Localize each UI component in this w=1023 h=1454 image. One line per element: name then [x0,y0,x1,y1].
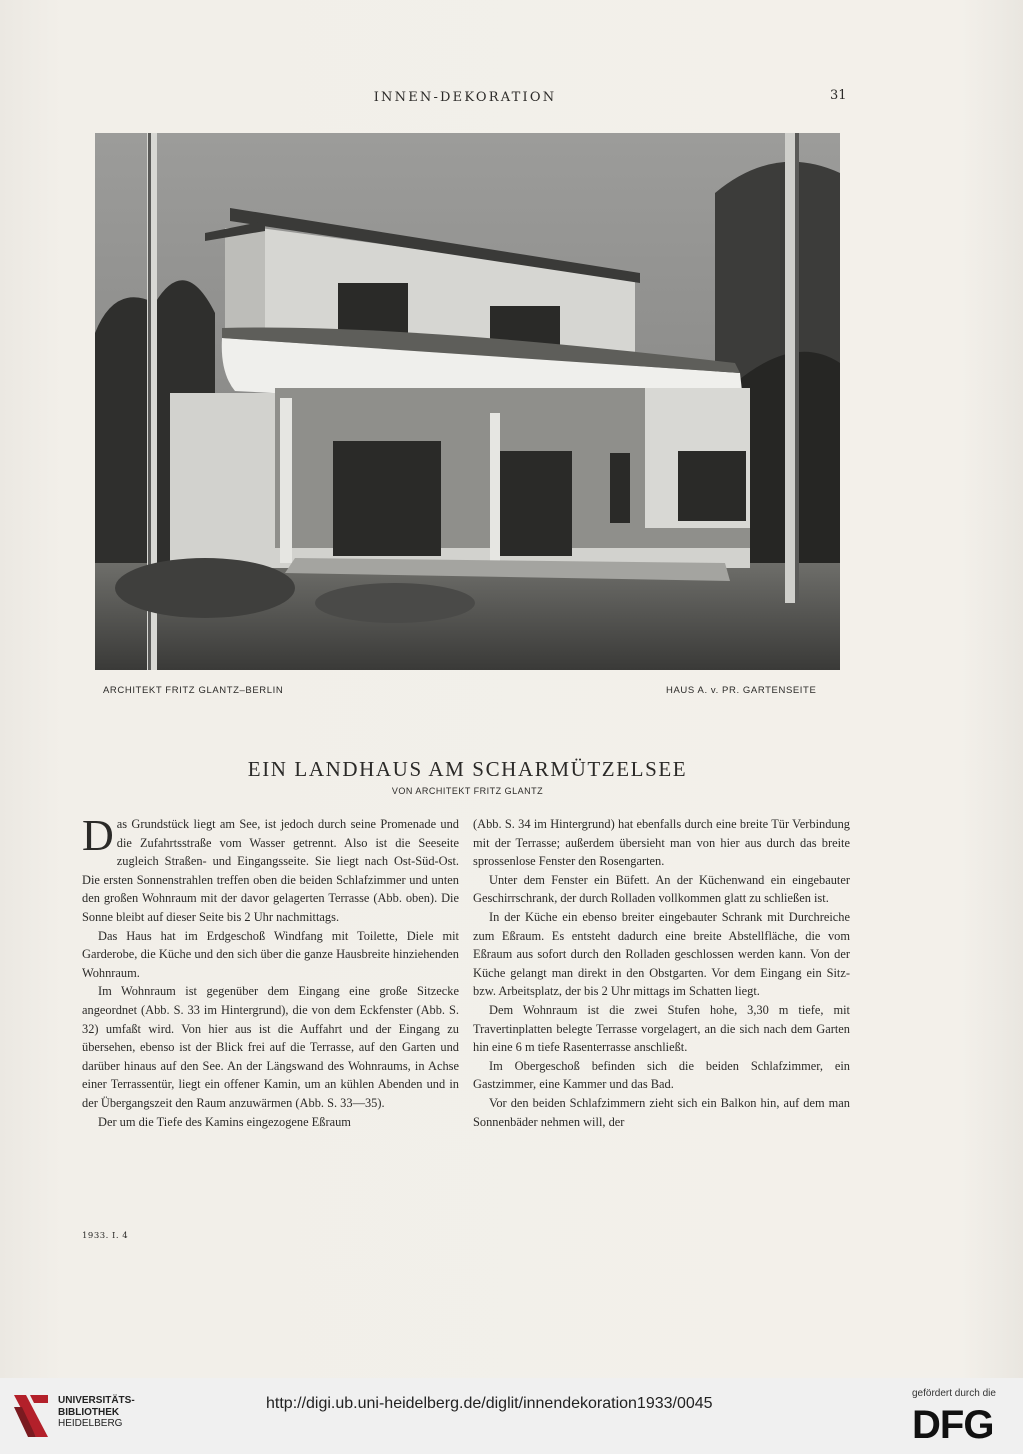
article-title: EIN LANDHAUS AM SCHARMÜTZELSEE [247,757,688,781]
issue-signature: 1933. I. 4 [82,1231,129,1241]
paragraph: Im Wohnraum ist gegenüber dem Eingang eine große Sitzecke angeordnet (Abb. S. 33 im Hintergrund), die von dem Eckfenster (Abb. S. 32) umfaßt wird. Von hier aus ist die Auffahrt und der Eingang zu übersehen, ebenso ist der Blick frei auf die Terrasse, auf den Garten und darüber hinaus auf den See. An der Längswand des Wohnraums, in Achse einer Terrassentür, liegt ein offener Kamin, um an kühlen Abenden und in der Übergangszeit den Raum anzuwärmen (Abb. S. 33—35). [82,984,459,1110]
university-library-name: UNIVERSITÄTS- BIBLIOTHEK HEIDELBERG [58,1395,135,1429]
paragraph: Dem Wohnraum ist die zwei Stufen hohe, 3,30 m tiefe, mit Travertinplatten belegte Terrasse vorgelagert, an die sich nach dem Garten hin eine 6 m tiefe Rasenterrasse anschließt. [473,1002,850,1055]
paragraph: Im Obergeschoß befinden sich die beiden Schlafzimmer, ein Gastzimmer, eine Kammer und das Bad. [473,1058,850,1092]
text-column-left [82,811,459,1131]
running-header: INNEN-DEKORATION [373,90,557,105]
house-photograph [95,133,840,670]
paragraph: In der Küche ein ebenso breiter eingebauter Schrank mit Durchreiche zum Eßraum. Es entsteht dadurch eine breite Abstellfläche, die vom Eßraum aus sofort durch den Rolladen geschlossen werden kann. Von der Küche gelangt man direkt in den Obstgarten. Vor dem Eingang ein Sitz- bzw. Arbeitsplatz, der bis 2 Uhr mittags im Schatten liegt. [473,909,850,999]
dfg-logo: DFG [912,1403,994,1447]
text-column-right [473,815,850,1131]
paragraph: Der um die Tiefe des Kamins eingezogene Eßraum [98,1114,351,1129]
paragraph: Das Grundstück liegt am See, ist jedoch durch seine Promenade und die Zufahrtsstraße vom Wasser getrennt. Also ist die Seeseite zugleich Straßen- und Eingangsseite. Sie liegt nach Ost-Süd-Ost. Die ersten Sonnenstrahlen treffen oben die beiden Schlafzimmer und unten den großen Wohnraum mit der davor gelagerten Terrasse (Abb. oben). Die Sonne bleibt auf dieser Seite bis 2 Uhr nachmittags. [82,811,459,924]
photo-caption-architect: ARCHITEKT FRITZ GLANTZ–BERLIN [103,685,284,696]
permalink-url[interactable]: http://digi.ub.uni-heidelberg.de/diglit/innendekoration1933/0045 [266,1395,713,1412]
university-library-logo-icon [12,1393,50,1439]
photo-caption-house: HAUS A. v. PR. GARTENSEITE [666,685,817,696]
paragraph: Das Haus hat im Erdgeschoß Windfang mit Toilette, Diele mit Garderobe, die Küche und den sich über die ganze Hausbreite hinziehenden Wohnraum. [82,928,459,980]
drop-cap: D [82,811,114,860]
viewer-footer [0,1378,1023,1454]
paragraph: Unter dem Fenster ein Büfett. An der Küchenwand ein eingebauter Geschirrschrank, der durch Rolladen vollkommen glatt zu schließen ist. [473,872,850,906]
paragraph: (Abb. S. 34 im Hintergrund) hat ebenfalls durch eine breite Tür Verbindung mit der Terrasse; außerdem übersieht man von hier aus durch das breite sprossenlose Fenster den Rosengarten. [473,817,850,869]
page-number: 31 [830,88,847,103]
article-byline: VON ARCHITEKT FRITZ GLANTZ [391,786,544,796]
funding-note: gefördert durch die [912,1388,996,1399]
paragraph: Vor den beiden Schlafzimmern zieht sich ein Balkon hin, auf dem man Sonnenbäder nehmen will, der [473,1095,850,1129]
